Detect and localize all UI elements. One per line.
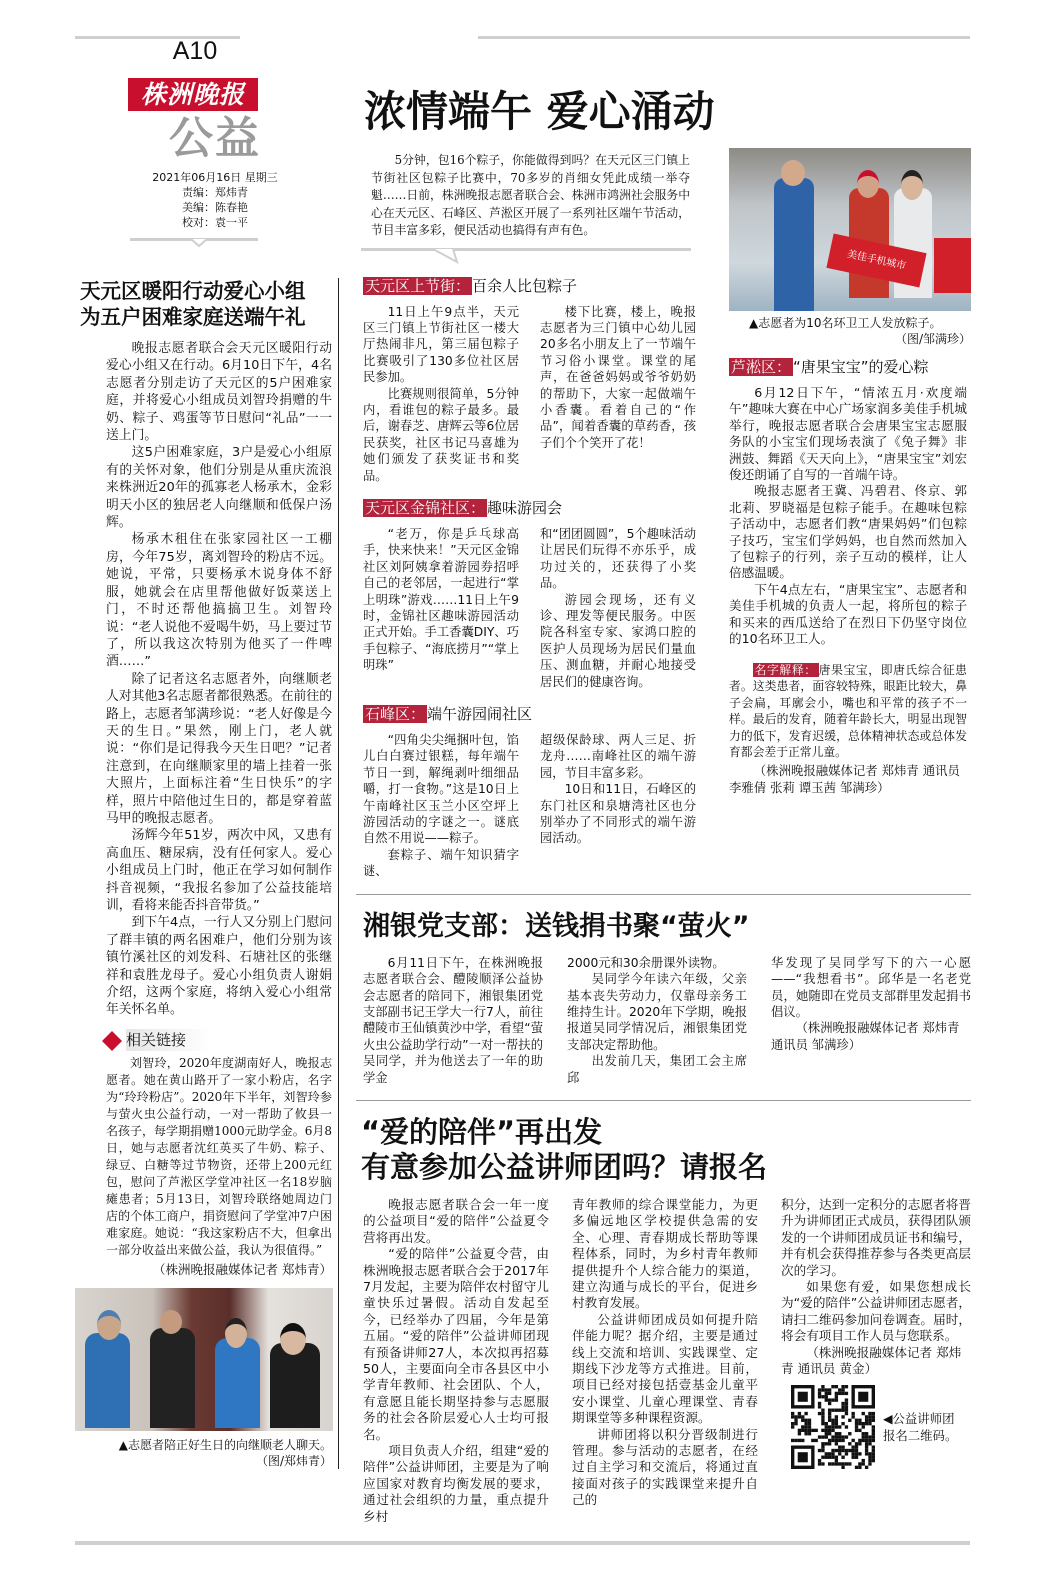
page-number: A10 <box>172 37 218 65</box>
headline-line: “爱的陪伴”再出发 <box>361 1114 603 1149</box>
feature-intro: 5分钟，包16个粽子，你能做得到吗？在天元区三门镇上节街社区包粽子比赛中，70多岁的肖细女凭此成绩一举夺魁……日前，株洲晚报志愿者联合会、株洲市鸿洲社会服务中心在天元区、石峰区、芦淞区开展了一系列社区端午节活动，节目丰富多彩，便民活动也搞得有声有色。 <box>371 153 690 237</box>
qr-caption: ◀公益讲师团报名二维码。 <box>883 1411 958 1444</box>
article-divider <box>356 894 971 895</box>
right-section-body <box>729 385 967 648</box>
section-column <box>363 732 519 880</box>
xiangyin-column <box>771 955 971 1021</box>
section-tag: 石峰区： <box>365 705 426 724</box>
xiangyin-byline: （株洲晚报融媒体记者 郑炜青 通讯员 邹满珍） <box>771 1021 960 1052</box>
aidepeiban-columns <box>363 1197 971 1525</box>
qr-code[interactable] <box>791 1385 875 1469</box>
feature-headline: 浓情端午 爱心涌动 <box>364 87 715 136</box>
paragraph: 6月12日下午，“情浓五月·欢度端午”趣味大赛在中心广场家润多美佳手机城举行，晚报志愿者联合会唐果宝宝志愿服务队的小宝宝们现场表演了《兔子舞》非洲鼓、舞蹈《天天向上》，“唐果宝宝”刘宏俊还朗诵了自写的一首端午诗。 <box>729 385 967 483</box>
paragraph: 这5户困难家庭，3户是爱心小组原有的关怀对象，他们分别是从重庆流浪来株洲近20年的孤寡老人杨承木，金彩明天小区的独居老人向继顺和低保户汤辉。 <box>106 445 332 531</box>
aidepeiban-column <box>363 1197 549 1525</box>
paragraph: 晚报志愿者王冀、冯碧君、佟京、郭北莉、罗晓福是包粽子能手。在趣味包粽子活动中，志愿者们教“唐果妈妈”们包粽子技巧，宝宝们学妈妈，也自然而然加入了包粽子的行列，亲子互动的模样，让人倍感温暖。 <box>729 483 967 581</box>
section-header <box>363 276 696 296</box>
paragraph: 楼下比赛，楼上，晚报志愿者为三门镇中心幼儿园20多名小朋友上了一节端午节习俗小课堂。课堂的尾声，在爸爸妈妈或爷爷奶奶的帮助下，大家一起做端午小香囊。看着自己的“作品”，闻着香囊的草药香，孩子们个个笑开了花！ <box>540 304 696 450</box>
section-column <box>363 304 519 484</box>
paragraph: 项目负责人介绍，组建“爱的陪伴”公益讲师团，主要是为了响应国家对教育均衡发展的要求，通过社会组织的力量，重点提升乡村 <box>363 1443 549 1524</box>
volunteers-chatting-photo <box>75 1288 333 1431</box>
paragraph: 和“团团圆圆”，5个趣味活动让居民们玩得不亦乐乎，成功过关的，还获得了小奖品。 <box>540 526 696 591</box>
pencil-icon <box>100 1029 126 1051</box>
section-header <box>729 357 971 377</box>
section-tag: 天元区上节街： <box>365 276 471 295</box>
paragraph: 如果您有爱，如果您想成长为“爱的陪伴”公益讲师团志愿者，请扫二维码参加问卷调查。届时，将会有项目工作人员与您联系。 <box>781 1278 971 1344</box>
section-title: 端午游园闹社区 <box>427 705 533 724</box>
section-header <box>363 498 696 518</box>
section-tag: 天元区金锦社区： <box>365 498 486 517</box>
section-tag: 芦淞区： <box>731 358 792 376</box>
section-title: “唐果宝宝”的爱心粽 <box>793 358 929 376</box>
proofreader-line: 校对：袁一平 <box>182 216 248 229</box>
related-links-body <box>106 1055 332 1259</box>
left-photo-caption <box>80 1437 332 1469</box>
bottom-rule <box>75 1541 970 1545</box>
headline-line: 有意参加公益讲师团吗？请报名 <box>361 1149 768 1184</box>
paragraph: 6月11日下午，在株洲晚报志愿者联合会、醴陵顺泽公益协会志愿者的陪同下，湘银集团党支部副书记王学大一行7人，前往醴陵市王仙镇黄沙中学，看望“萤火虫公益助学行动”一对一帮扶的吴同学，并为他送去了一年的助学金 <box>363 955 543 1085</box>
paragraph: “老万，你是乒乓球高手，快来快来！”天元区金锦社区刘阿姨拿着游园券招呼自己的老邻居，一起进行“掌上明珠”游戏……11日上午9时，金锦社区趣味游园活动正式开始。手工香囊DIY、巧手包粽子、“海底捞月”“掌上明珠” <box>363 526 519 673</box>
paragraph: 讲师团将以积分晋级制进行管理。参与活动的志愿者，在经过自主学习和交流后，将通过直接面对孩子的实践课堂来提升自己的 <box>572 1426 758 1508</box>
section-columns <box>363 732 696 880</box>
paragraph: 杨承木租住在张家园社区一工棚房，今年75岁，离刘智玲的粉店不远。她说，平常，只要杨承木说身体不舒服，她就会在店里帮他做好饭菜送上门，不时还帮他搞搞卫生。刘智玲说：“老人说他不爱喝牛奶，马上要过节了，所以我这次特别为他买了一件啤酒……” <box>106 532 332 670</box>
paragraph: 吴同学今年读六年级，父亲基本丧失劳动力，仅靠母亲务工维持生计。2020年下学期，晚报报道吴同学情况后，湘银集团党支部决定帮助他。 <box>567 972 747 1052</box>
paragraph: 晚报志愿者联合会一年一度的公益项目“爱的陪伴”公益夏令营将再出发。 <box>363 1196 549 1245</box>
xiangyin-column <box>567 955 747 1086</box>
section-column <box>540 732 696 847</box>
aidepeiban-column <box>572 1197 758 1509</box>
left-article-byline: （株洲晚报融媒体记者 郑炜青） <box>153 1261 332 1277</box>
section-title: 趣味游园会 <box>487 498 563 517</box>
issue-info <box>110 170 320 230</box>
section-header <box>363 704 696 724</box>
aidepeiban-column-3 <box>781 1197 971 1469</box>
qr-block <box>791 1385 971 1469</box>
section-column <box>363 526 519 674</box>
section-column <box>540 304 696 452</box>
designer-line: 美编：陈春艳 <box>182 201 248 214</box>
sanitation-workers-photo <box>729 148 971 311</box>
main-column <box>356 86 971 1525</box>
top-rule-right <box>478 36 970 39</box>
note-text: 唐果宝宝，即唐氏综合征患者。这类患者，面容较特殊，眼距比较大，鼻子会扁，耳廓会小，嘴也和平常的孩子不一样。最后的发育，随着年龄长大，明显出现智力的低下，发育迟缓，总体精神状态或总体发育都会差于正常儿童。 <box>729 662 967 760</box>
article-divider <box>356 1100 971 1101</box>
section-name: 公益 <box>169 113 261 164</box>
paragraph: 2000元和30余册课外读物。 <box>567 955 725 970</box>
issue-date: 2021年06月16日 星期三 <box>152 171 278 184</box>
paragraph: 华发现了吴同学写下的六一心愿——“我想看书”。邱华是一名老党员，她随即在党员支部群里发起捐书倡议。 <box>771 955 971 1019</box>
paragraph: 10日和11日，石峰区的东门社区和泉塘湾社区也分别举办了不同形式的端午游园活动。 <box>540 782 696 846</box>
title-line: 天元区暖阳行动爱心小组 <box>80 279 306 303</box>
aidepeiban-column <box>781 1197 971 1345</box>
section-title: 百余人比包粽子 <box>472 276 578 295</box>
feature-right <box>729 148 971 796</box>
right-section-byline: （株洲晚报融媒体记者 郑炜青 通讯员 李雅倩 张莉 谭玉茜 邹满珍） <box>729 763 960 795</box>
left-article-body <box>106 340 332 1019</box>
photo-credit: （图/郑炜青） <box>255 1453 332 1468</box>
section-columns <box>363 526 696 690</box>
caption-text: ▲志愿者陪正好生日的向继顺老人聊天。 <box>118 1437 332 1452</box>
editor-line: 责编：郑炜青 <box>182 186 248 199</box>
related-links-label: 相关链接 <box>126 1029 210 1051</box>
paragraph: 11日上午9点半，天元区三门镇上节街社区一楼大厅热闹非凡，第三届包粽子比赛吸引了130多位社区居民参加。 <box>363 304 519 385</box>
paragraph: 比赛规则很简单，5分钟内，看谁包的粽子最多。最后，谢春芝、唐辉云等6位居民获奖，社区书记马喜雄为她们颁发了获奖证书和奖品。 <box>363 386 519 483</box>
intro-bubble-rule <box>361 248 691 251</box>
xiangyin-column <box>363 955 543 1086</box>
xiangyin-columns <box>363 955 971 1086</box>
paragraph: 汤辉今年51岁，两次中风，又患有高血压、糖尿病，没有任何家人。爱心小组成员上门时，他正在学习如何制作抖音视频，“我报名参加了公益技能培训，看将来能否抖音带货。” <box>106 828 332 913</box>
feature-left <box>356 148 696 880</box>
left-article <box>80 278 339 1469</box>
paragraph: 出发前几天，集团工会主席邱 <box>567 1054 747 1085</box>
paragraph: 积分，达到一定积分的志愿者将晋升为讲师团正式成员，获得团队颁发的一个讲师团成员证书和编号，并有机会获得推荐参与各类更高层次的学习。 <box>781 1196 971 1278</box>
paragraph: 到下午4点，一行人又分别上门慰问了群丰镇的两名困难户，他们分别为该镇竹溪社区的刘发科、石塘社区的张继祥和袁胜龙母子。爱心小组负责人谢娟介绍，这两个家庭，将纳入爱心小组常年关怀名单。 <box>106 915 332 1018</box>
paragraph: “四角尖尖绳捆叶包，馅儿白白赛过银糕，每年端午节日一到，解绳剥叶细细品嚼，打一食物。”这是10日上午南峰社区玉兰小区空坪上游园活动的字谜之一。谜底自然不用说——粽子。 <box>363 733 519 846</box>
xiangyin-column-3 <box>771 955 971 1053</box>
related-links-header <box>100 1029 240 1051</box>
paragraph: 下午4点左右，“唐果宝宝”、志愿者和美佳手机城的负责人一起，将所包的粽子和买来的西瓜送给了在烈日下仍坚守岗位的10名环卫工人。 <box>729 581 967 647</box>
newspaper-logo: 株洲晚报 <box>128 78 258 111</box>
section-column <box>540 526 696 690</box>
photo-banner: 美佳手机城市 <box>826 234 926 288</box>
xiangyin-headline: 湘银党支部：送钱捐书聚“萤火” <box>363 910 750 942</box>
paragraph: 公益讲师团成员如何提升陪伴能力呢？据介绍，主要是通过线上交流和培训、实践课堂、定期线下沙龙等方式推进。目前，项目已经对接包括壹基金儿童平安小课堂、儿童心理课堂、青春期课堂等多种课程资源。 <box>572 1311 758 1426</box>
section-columns <box>363 304 696 484</box>
paragraph: 除了记者这名志愿者外，向继顺老人对其他3名志愿者都很熟悉。在前往的路上，志愿者邹满珍说：“老人好像是今天的生日。”果然，刚上门，老人就说：“你们是记得我今天生日吧？”记者注意到，在向继顺家里的墙上挂着一张大照片，上面标注着“生日快乐”的字样，照片中陪他过生日的，都是穿着蓝马甲的晚报志愿者。 <box>106 671 332 826</box>
paragraph: 晚报志愿者联合会天元区暖阳行动爱心小组又在行动。6月10日下午，4名志愿者分别走访了天元区的5户困难家庭，并将爱心小组成员刘智玲捐赠的牛奶、粽子、鸡蛋等节日慰问“礼品”一一送上门。 <box>106 341 332 444</box>
aidepeiban-headline <box>361 1115 971 1185</box>
left-article-title <box>80 278 332 330</box>
right-photo-caption <box>729 315 971 347</box>
paragraph: 刘智玲，2020年度湖南好人，晚报志愿者。她在黄山路开了一家小粉店，名字为“玲玲粉店”。2020年下半年，刘智玲参与萤火虫公益行动，一对一帮助了攸县一名孩子，每学期捐赠1000元助学金。6月8日，她与志愿者沈红英买了牛奶、粽子、绿豆、白糖等过节物资，还带上200元红包，慰问了芦淞区学堂冲社区一名18岁脑瘫患者；5月13日，刘智玲联络她周边门店的个体工商户，捐资慰问了学堂冲7户困难家庭。她说：“我这家粉店不大，但拿出一部分收益出来做公益，我认为很值得。” <box>106 1055 332 1257</box>
chevron-down-icon <box>190 238 208 248</box>
paragraph: 套粽子、端午知识猜字谜、 <box>363 847 519 879</box>
note-label: 名字解释： <box>754 662 817 677</box>
paragraph: “爱的陪伴”公益夏令营，由株洲晚报志愿者联合会于2017年7月发起，主要为陪伴农村留守儿童快乐过暑假。活动自发起至今，已经举办了四届，今年是第五届。“爱的陪伴”公益讲师团现有预备讲师27人，本次拟再招募50人，主要面向全市各县区中小学青年教师、社会团队、个人，有意愿且能长期坚持参与志愿服务的社会各阶层爱心人士均可报名。 <box>363 1246 549 1442</box>
paragraph: 超级保龄球、两人三足、折龙舟……南峰社区的端午游园，节目丰富多彩。 <box>540 733 696 780</box>
aidepeiban-byline: （株洲晚报融媒体记者 郑炜青 通讯员 黄金） <box>781 1344 962 1376</box>
photo-credit: （图/邹满珍） <box>894 332 971 346</box>
caption-text: ▲志愿者为10名环卫工人发放粽子。 <box>749 316 942 330</box>
title-line: 为五户困难家庭送端午礼 <box>80 305 306 329</box>
feature-row <box>356 148 971 880</box>
intro-bubble <box>361 248 691 266</box>
speech-bubble-tail <box>431 248 461 266</box>
paragraph: 青年教师的综合课堂能力，为更多偏远地区学校提供急需的安全、心理、青春期成长帮助等课程体系，同时，为乡村青年教师提供提升个人综合能力的渠道，建立沟通与成长的平台，促进乡村教育发展。 <box>572 1196 758 1311</box>
name-explanation-note <box>729 662 967 762</box>
paragraph: 游园会现场，还有义诊、理发等便民服务。中医院各科室专家、家鸿口腔的医护人员现场为居民们量血压、测血糖，并耐心地接受居民们的健康咨询。 <box>540 592 696 689</box>
